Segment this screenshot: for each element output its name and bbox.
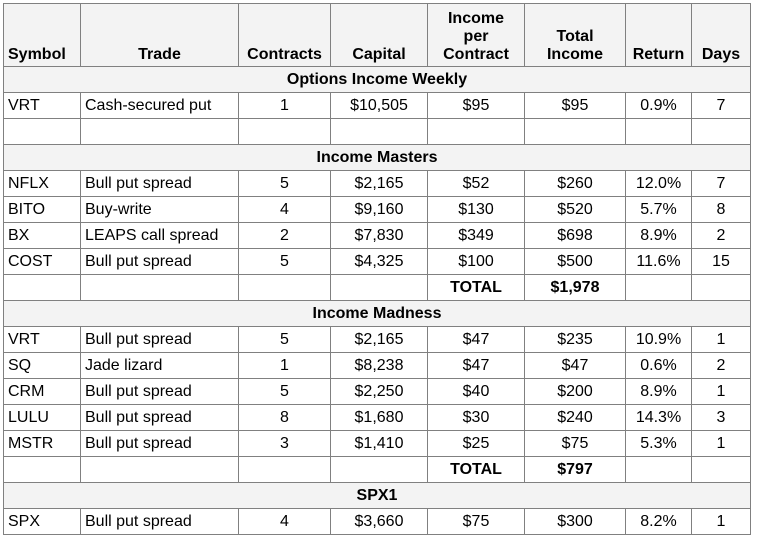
- cell-income-per-contract: $349: [428, 223, 525, 249]
- header-contracts: Contracts: [239, 4, 331, 67]
- cell-contracts: 2: [239, 223, 331, 249]
- cell-contracts: 5: [239, 249, 331, 275]
- cell-income-per-contract: $75: [428, 509, 525, 535]
- total-value: $1,978: [525, 275, 626, 301]
- section-header-spx1: [4, 483, 751, 509]
- table-row: [4, 171, 751, 197]
- empty-cell: [81, 457, 239, 483]
- section-title: Options Income Weekly: [4, 67, 751, 93]
- empty-cell: [4, 457, 81, 483]
- empty-cell: [4, 275, 81, 301]
- cell-income-per-contract: $100: [428, 249, 525, 275]
- cell-capital: $9,160: [331, 197, 428, 223]
- cell-symbol: NFLX: [4, 171, 81, 197]
- table-row: [4, 249, 751, 275]
- cell-capital: $2,250: [331, 379, 428, 405]
- header-income-per-contract: Income per Contract: [428, 4, 525, 67]
- cell-trade: Jade lizard: [81, 353, 239, 379]
- cell-symbol: CRM: [4, 379, 81, 405]
- section-title: Income Madness: [4, 301, 751, 327]
- cell-return: 8.9%: [626, 223, 692, 249]
- section-header-income-madness: [4, 301, 751, 327]
- header-trade: Trade: [81, 4, 239, 67]
- cell-capital: $8,238: [331, 353, 428, 379]
- empty-row: [4, 119, 751, 145]
- empty-cell: [626, 275, 692, 301]
- empty-cell: [81, 275, 239, 301]
- cell-symbol: MSTR: [4, 431, 81, 457]
- table-row: [4, 379, 751, 405]
- section-title: SPX1: [4, 483, 751, 509]
- cell-trade: Bull put spread: [81, 431, 239, 457]
- trades-table: [3, 3, 751, 535]
- cell-days: 2: [692, 223, 751, 249]
- section-header-options-income-weekly: [4, 67, 751, 93]
- cell-return: 8.9%: [626, 379, 692, 405]
- cell-symbol: LULU: [4, 405, 81, 431]
- cell-days: 2: [692, 353, 751, 379]
- cell-return: 8.2%: [626, 509, 692, 535]
- cell-symbol: COST: [4, 249, 81, 275]
- cell-income-per-contract: $52: [428, 171, 525, 197]
- total-row: [4, 275, 751, 301]
- header-total-income: Total Income: [525, 4, 626, 67]
- table-row: [4, 327, 751, 353]
- cell-days: 1: [692, 509, 751, 535]
- cell-days: 3: [692, 405, 751, 431]
- cell-trade: Bull put spread: [81, 379, 239, 405]
- cell-capital: $1,410: [331, 431, 428, 457]
- cell-capital: $1,680: [331, 405, 428, 431]
- table-row: [4, 197, 751, 223]
- cell-contracts: 5: [239, 327, 331, 353]
- cell-total-income: $520: [525, 197, 626, 223]
- empty-cell: [626, 119, 692, 145]
- table-row: [4, 353, 751, 379]
- cell-capital: $10,505: [331, 93, 428, 119]
- cell-income-per-contract: $47: [428, 353, 525, 379]
- empty-cell: [239, 275, 331, 301]
- cell-return: 14.3%: [626, 405, 692, 431]
- cell-trade: Cash-secured put: [81, 93, 239, 119]
- cell-trade: Bull put spread: [81, 171, 239, 197]
- cell-trade: Buy-write: [81, 197, 239, 223]
- header-symbol: Symbol: [4, 4, 81, 67]
- cell-total-income: $500: [525, 249, 626, 275]
- section-header-income-masters: [4, 145, 751, 171]
- cell-contracts: 1: [239, 353, 331, 379]
- cell-days: 8: [692, 197, 751, 223]
- section-title: Income Masters: [4, 145, 751, 171]
- cell-symbol: SQ: [4, 353, 81, 379]
- empty-cell: [626, 457, 692, 483]
- header-row: [4, 4, 751, 67]
- empty-cell: [692, 457, 751, 483]
- empty-cell: [692, 275, 751, 301]
- table-row: [4, 431, 751, 457]
- empty-cell: [428, 119, 525, 145]
- cell-trade: Bull put spread: [81, 509, 239, 535]
- cell-income-per-contract: $47: [428, 327, 525, 353]
- cell-total-income: $75: [525, 431, 626, 457]
- total-row: [4, 457, 751, 483]
- cell-days: 1: [692, 327, 751, 353]
- empty-cell: [692, 119, 751, 145]
- table-row: [4, 93, 751, 119]
- table-row: [4, 509, 751, 535]
- cell-days: 1: [692, 431, 751, 457]
- empty-cell: [81, 119, 239, 145]
- cell-return: 0.6%: [626, 353, 692, 379]
- cell-days: 15: [692, 249, 751, 275]
- cell-capital: $7,830: [331, 223, 428, 249]
- cell-return: 12.0%: [626, 171, 692, 197]
- cell-contracts: 5: [239, 379, 331, 405]
- cell-income-per-contract: $130: [428, 197, 525, 223]
- table-row: [4, 223, 751, 249]
- cell-total-income: $95: [525, 93, 626, 119]
- empty-cell: [331, 457, 428, 483]
- cell-income-per-contract: $25: [428, 431, 525, 457]
- table-row: [4, 405, 751, 431]
- cell-income-per-contract: $40: [428, 379, 525, 405]
- cell-trade: Bull put spread: [81, 327, 239, 353]
- cell-return: 5.7%: [626, 197, 692, 223]
- cell-trade: Bull put spread: [81, 405, 239, 431]
- cell-capital: $2,165: [331, 327, 428, 353]
- cell-contracts: 4: [239, 509, 331, 535]
- cell-contracts: 4: [239, 197, 331, 223]
- cell-symbol: BX: [4, 223, 81, 249]
- cell-return: 11.6%: [626, 249, 692, 275]
- cell-income-per-contract: $95: [428, 93, 525, 119]
- cell-capital: $4,325: [331, 249, 428, 275]
- cell-return: 0.9%: [626, 93, 692, 119]
- cell-total-income: $240: [525, 405, 626, 431]
- header-days: Days: [692, 4, 751, 67]
- empty-cell: [331, 275, 428, 301]
- cell-symbol: VRT: [4, 327, 81, 353]
- cell-total-income: $300: [525, 509, 626, 535]
- cell-days: 7: [692, 93, 751, 119]
- cell-total-income: $235: [525, 327, 626, 353]
- cell-total-income: $47: [525, 353, 626, 379]
- cell-capital: $3,660: [331, 509, 428, 535]
- cell-trade: Bull put spread: [81, 249, 239, 275]
- cell-return: 10.9%: [626, 327, 692, 353]
- empty-cell: [4, 119, 81, 145]
- cell-symbol: SPX: [4, 509, 81, 535]
- empty-cell: [331, 119, 428, 145]
- total-value: $797: [525, 457, 626, 483]
- cell-income-per-contract: $30: [428, 405, 525, 431]
- cell-total-income: $698: [525, 223, 626, 249]
- header-capital: Capital: [331, 4, 428, 67]
- total-label: TOTAL: [428, 457, 525, 483]
- cell-total-income: $200: [525, 379, 626, 405]
- cell-symbol: VRT: [4, 93, 81, 119]
- cell-contracts: 8: [239, 405, 331, 431]
- header-return: Return: [626, 4, 692, 67]
- cell-days: 1: [692, 379, 751, 405]
- empty-cell: [239, 457, 331, 483]
- cell-capital: $2,165: [331, 171, 428, 197]
- cell-contracts: 5: [239, 171, 331, 197]
- cell-contracts: 3: [239, 431, 331, 457]
- cell-days: 7: [692, 171, 751, 197]
- cell-symbol: BITO: [4, 197, 81, 223]
- empty-cell: [239, 119, 331, 145]
- empty-cell: [525, 119, 626, 145]
- cell-trade: LEAPS call spread: [81, 223, 239, 249]
- cell-return: 5.3%: [626, 431, 692, 457]
- cell-contracts: 1: [239, 93, 331, 119]
- total-label: TOTAL: [428, 275, 525, 301]
- cell-total-income: $260: [525, 171, 626, 197]
